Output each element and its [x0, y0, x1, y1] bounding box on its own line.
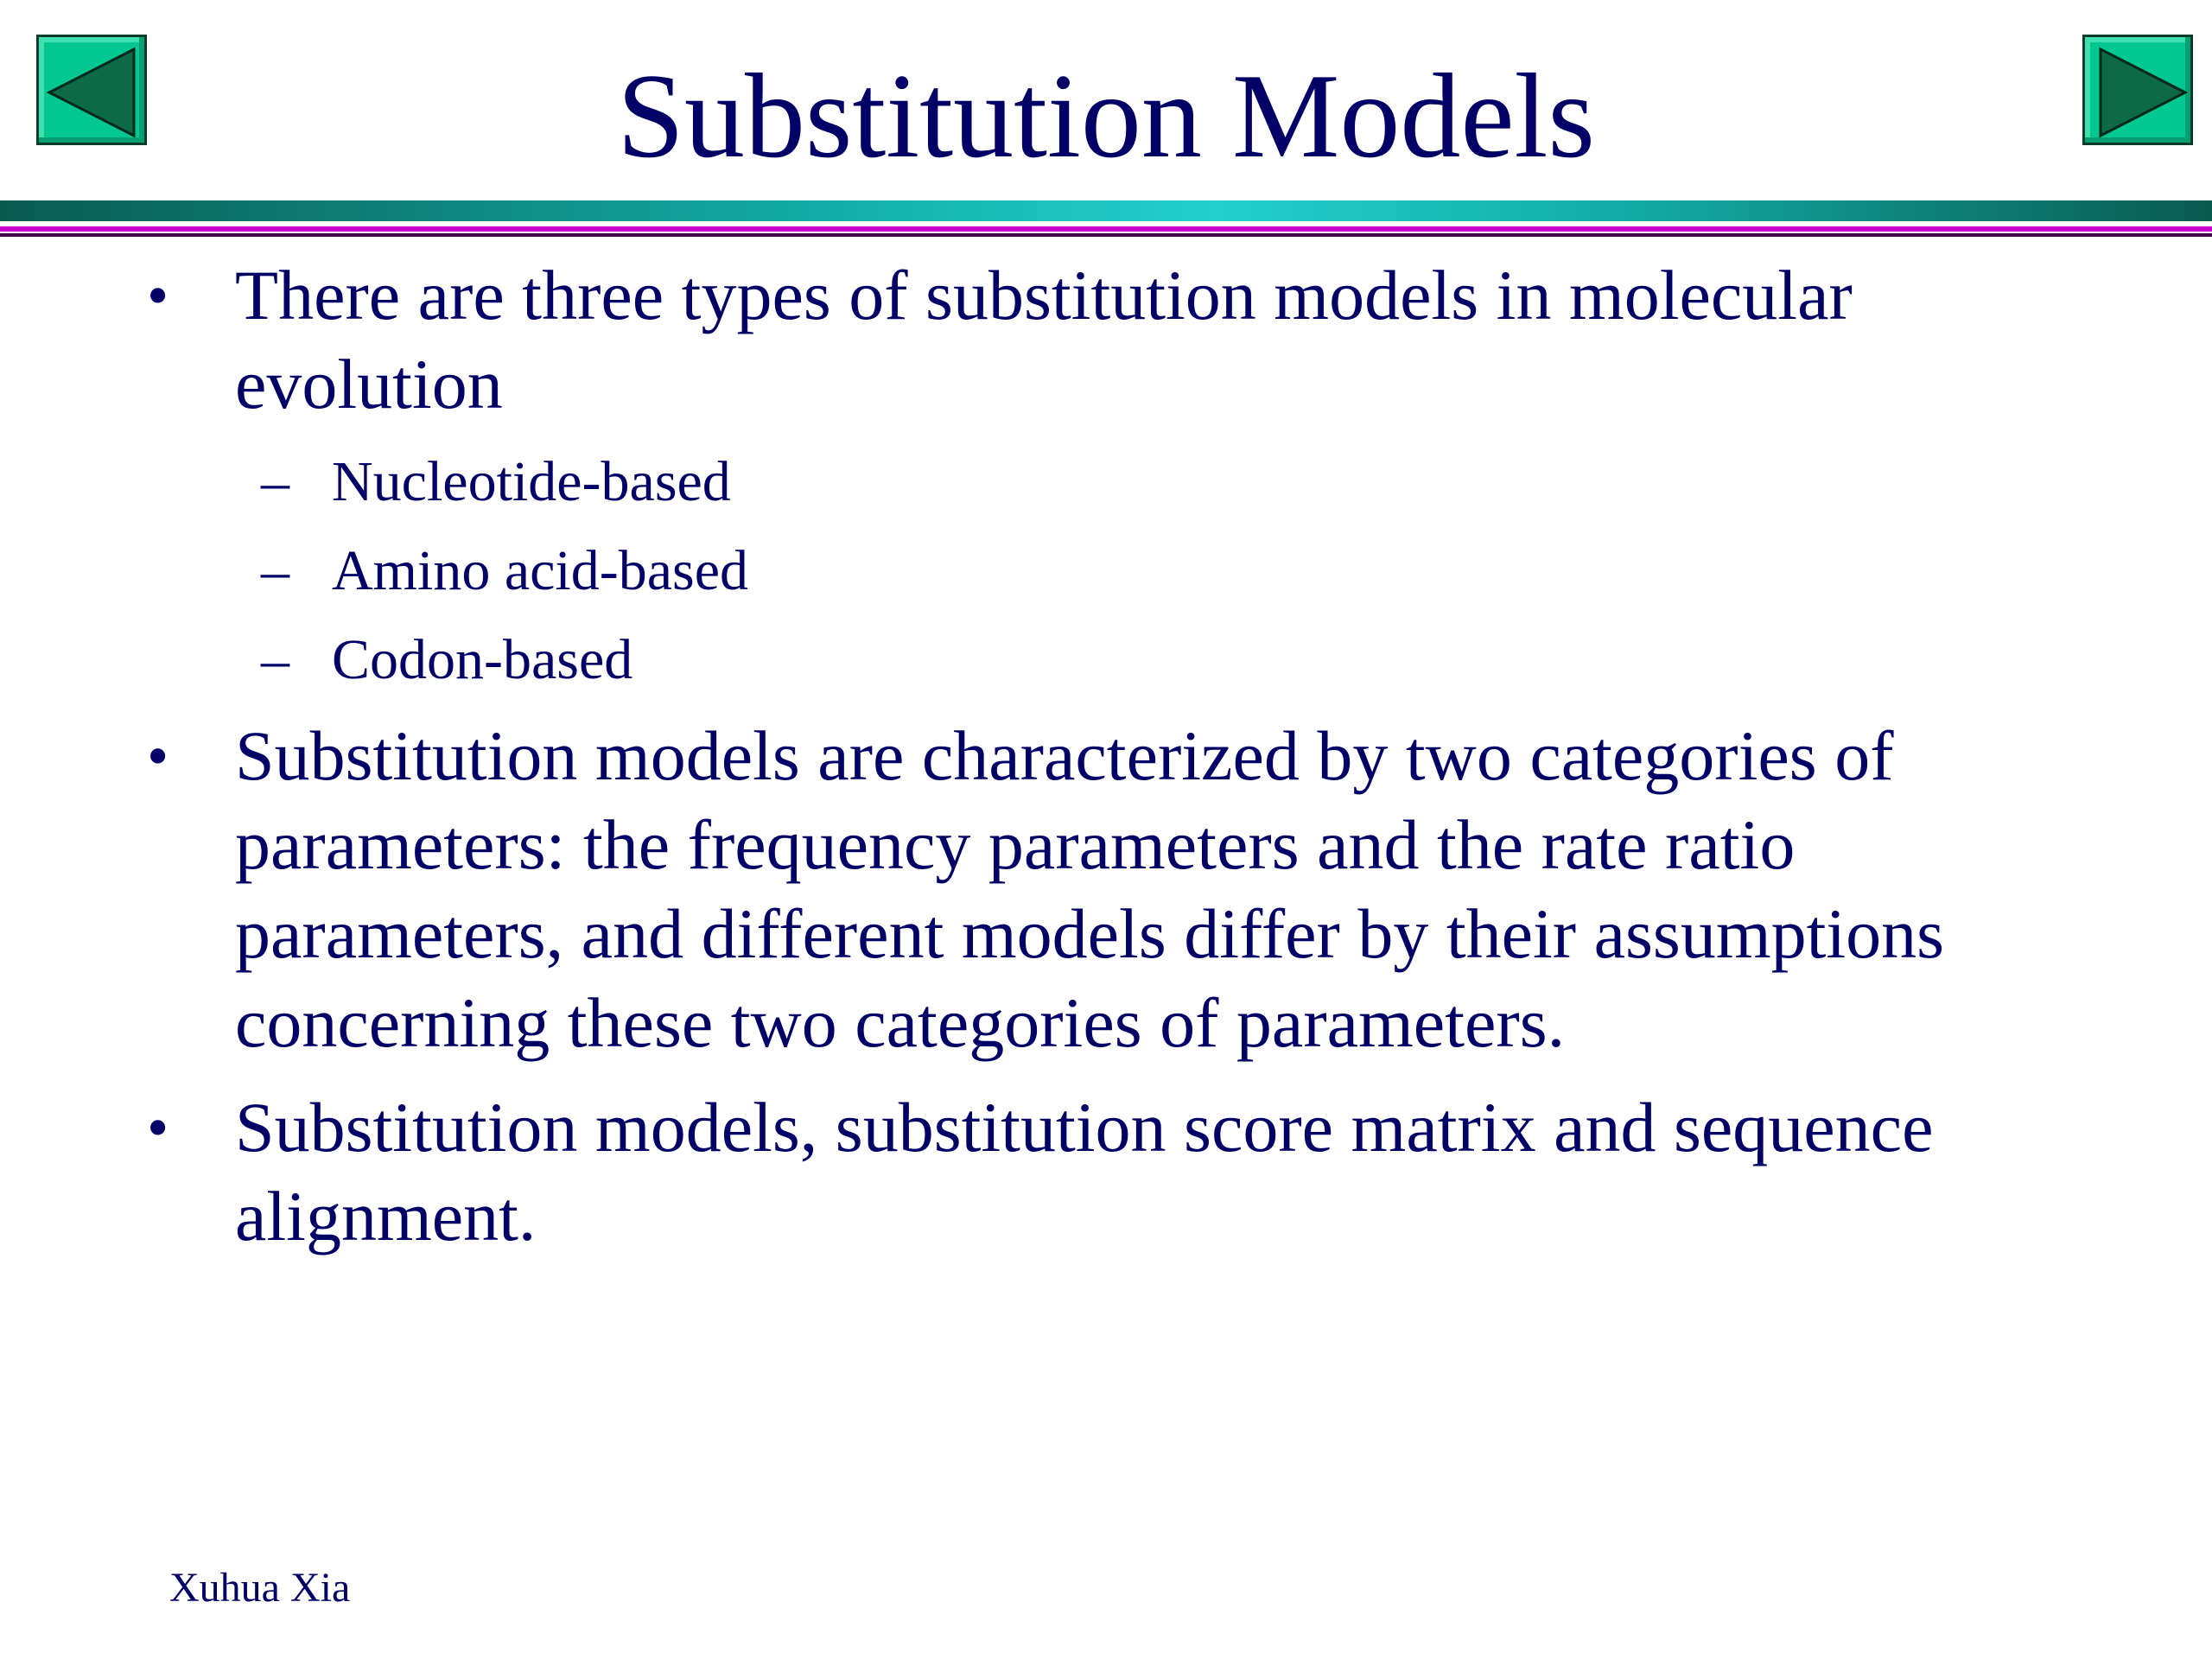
divider-band-dark	[0, 233, 2212, 237]
bullet-text: There are three types of substitution models in molecular evolution	[235, 256, 1853, 423]
sub-item-marker: –	[261, 539, 289, 602]
bullet-text: Substitution models are characterized by two categories of parameters: the frequency parameters and the rate ratio parameters, and different models differ by their assumptions concerning these two categories of parameters.	[235, 716, 1945, 1062]
footer-author: Xuhua Xia	[169, 1565, 351, 1611]
divider-band-magenta	[0, 226, 2212, 232]
slide-title: Substitution Models	[617, 49, 1595, 183]
sub-item-text: Codon-based	[332, 628, 633, 691]
title-divider	[0, 200, 2212, 240]
bullet-marker: •	[147, 261, 169, 330]
bullet-text: Substitution models, substitution score matrix and sequence alignment.	[235, 1088, 1934, 1255]
sub-item-marker: –	[261, 628, 289, 691]
bullet-marker: •	[147, 1093, 169, 1162]
sub-item-marker: –	[261, 450, 289, 513]
sub-item-text: Amino acid-based	[332, 539, 749, 602]
bullet-marker: •	[147, 721, 169, 791]
sub-item-text: Nucleotide-based	[332, 450, 731, 513]
divider-band-teal	[0, 200, 2212, 221]
